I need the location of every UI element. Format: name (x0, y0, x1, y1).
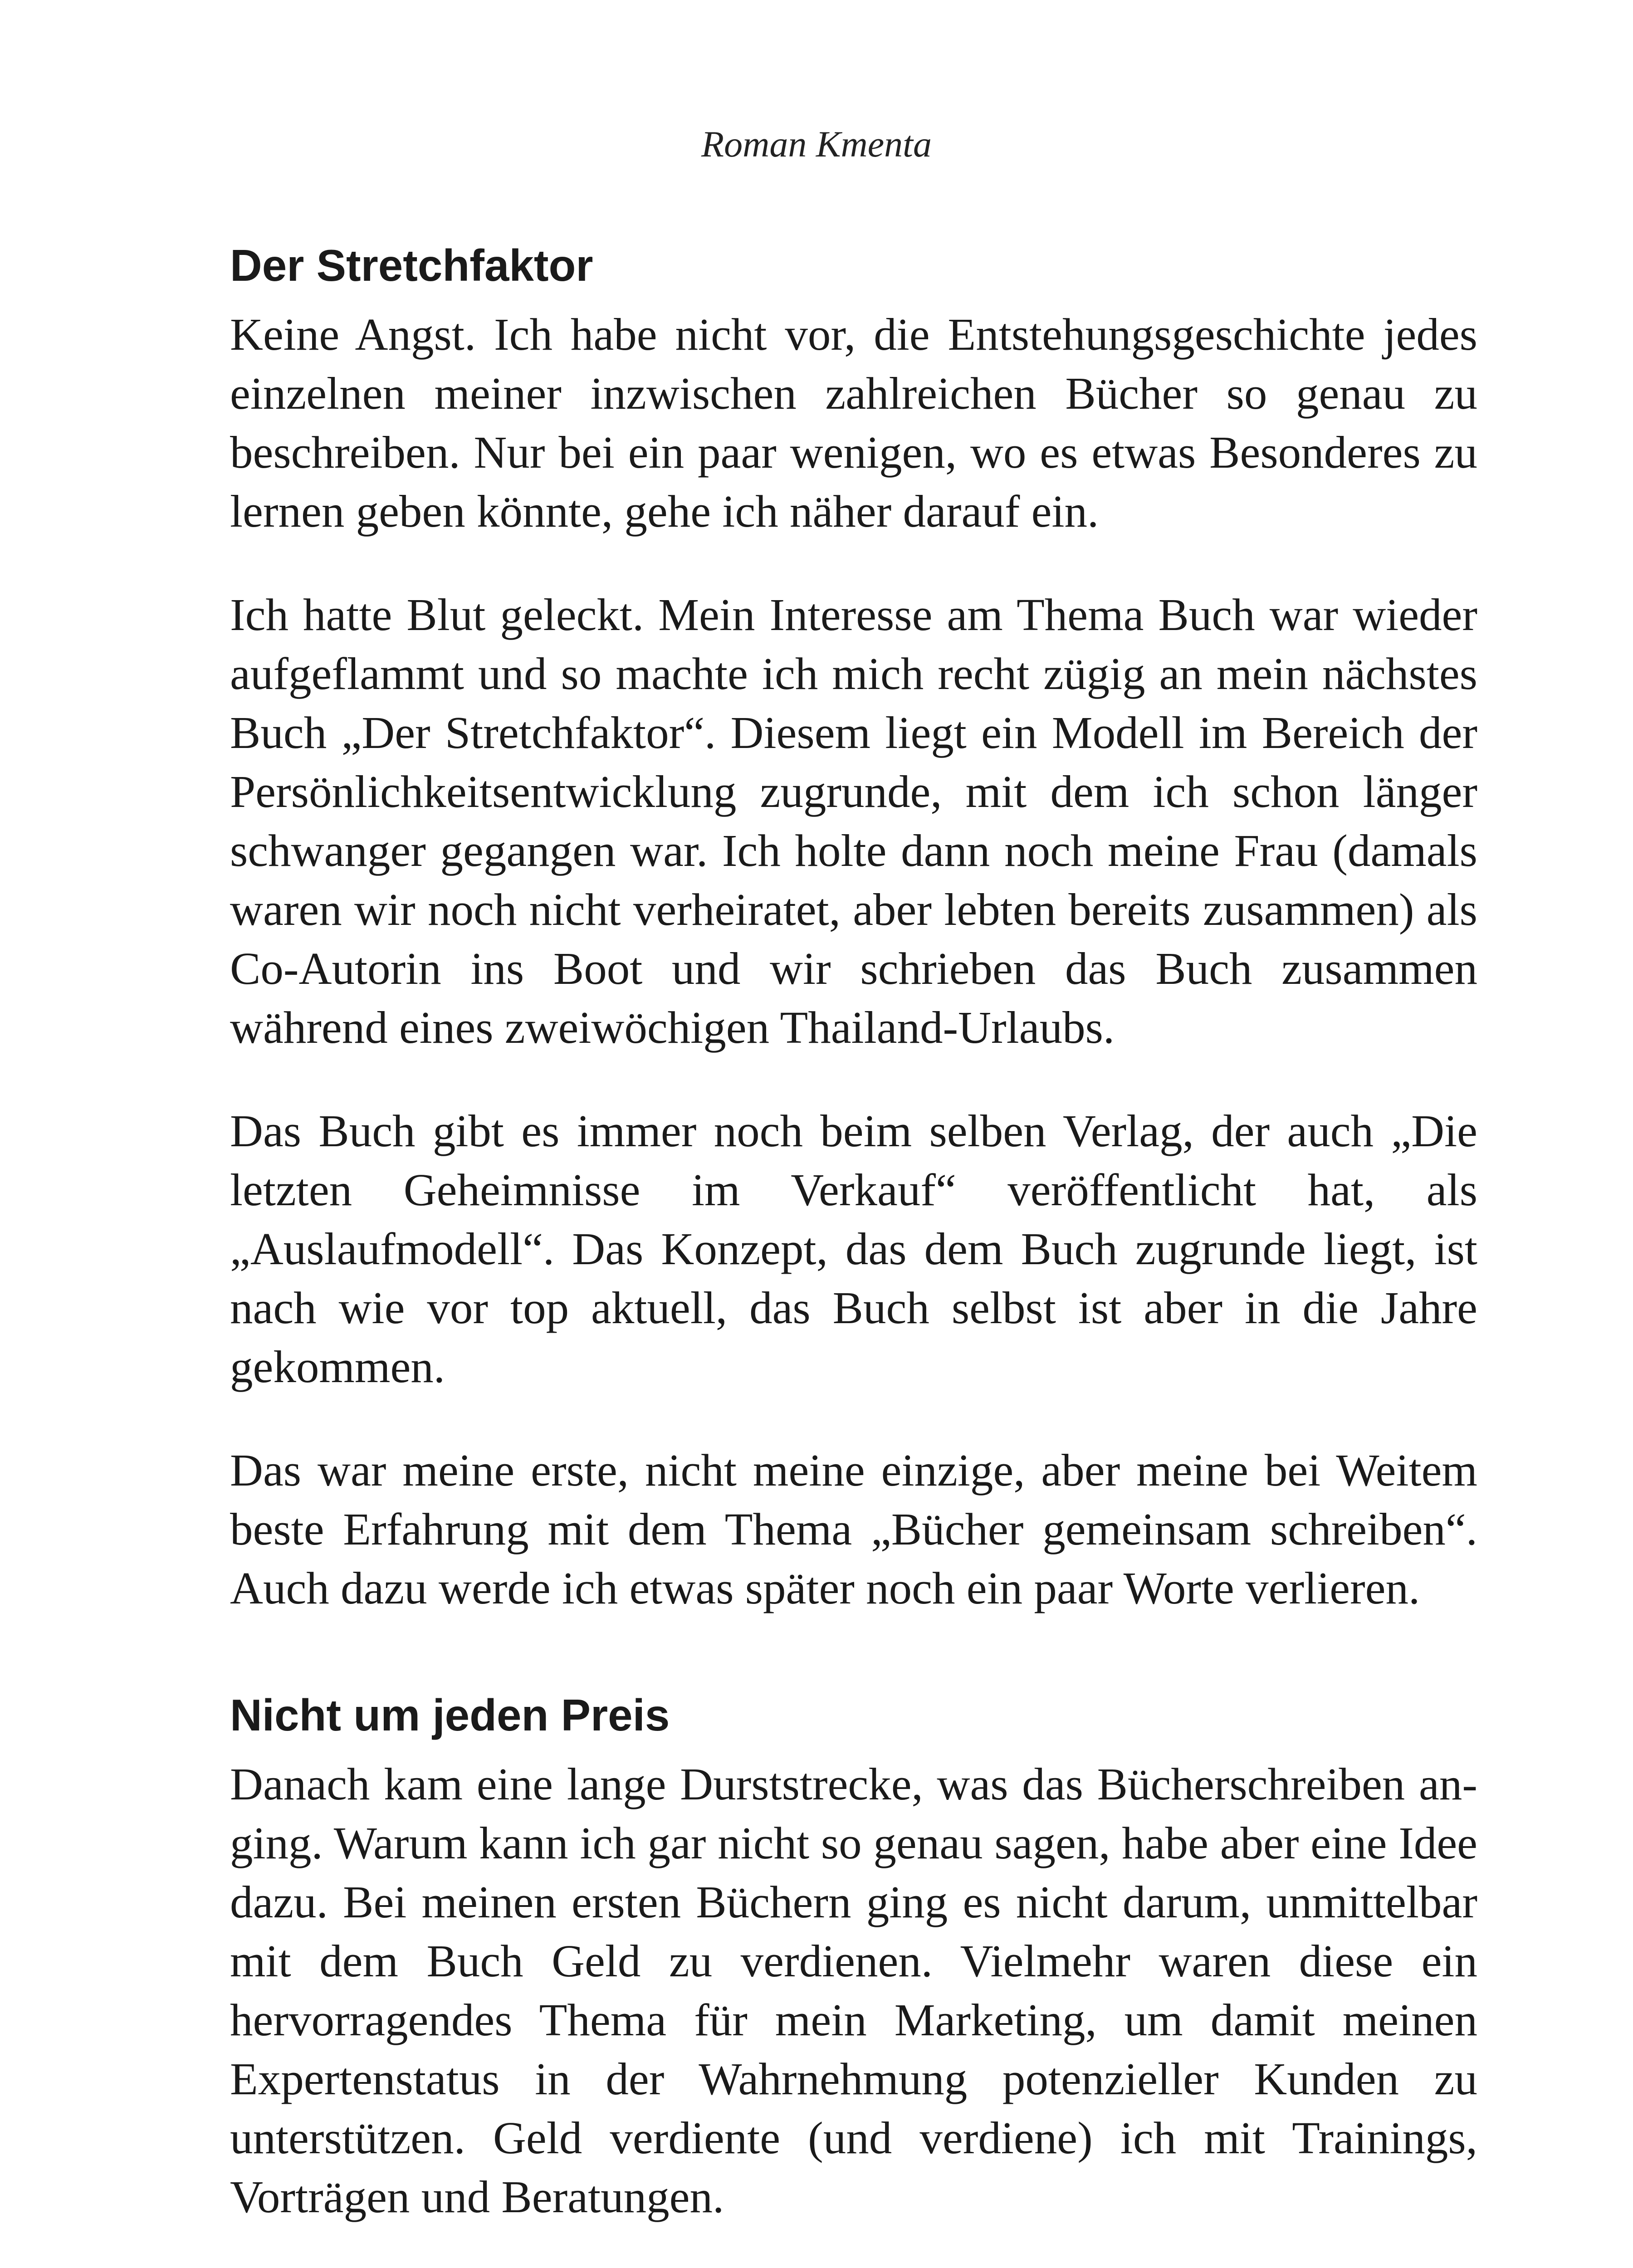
paragraph: Das Buch gibt es immer noch beim selben Verlag, der auch „Die letzten Geheimnisse im Verkauf“ veröffentlicht hat, als „Auslaufmodell“. Das Konzept, das dem Buch zugrunde liegt, ist nach wie vor top aktuell, das Buch selbst ist aber in die Jahre gekommen. (230, 1105, 1477, 1392)
section-heading-stretchfaktor: Der Stretchfaktor (230, 240, 593, 290)
paragraph: Keine Angst. Ich habe nicht vor, die Entstehungsgeschichte jedes einzelnen meiner inzwischen zahlreichen Bücher so genau zu beschreiben. Nur bei ein paar wenigen, wo es etwas Besonderes zu lernen geben könnte, gehe ich näher darauf ein. (230, 309, 1477, 537)
paragraph: Ich hatte Blut geleckt. Mein Interesse am Thema Buch war wieder aufgeflammt und so machte ich mich recht zügig an mein nächstes Buch „Der Stretchfaktor“. Diesem liegt ein Modell im Bereich der Persönlichkeitsentwicklung zugrunde, mit dem ich schon länger schwanger gegangen war. Ich holte dann noch meine Frau (damals waren wir noch nicht verheiratet, aber lebten bereits zusammen) als Co-Autorin ins Boot und wir schrieben das Buch zusammen während eines zweiwöchigen Thailand-Urlaubs. (230, 589, 1477, 1053)
paragraph: Das war meine erste, nicht meine einzige, aber meine bei Weitem beste Erfahrung mit dem Thema „Bücher gemeinsam schreiben“. Auch dazu werde ich etwas später noch ein paar Worte verlieren. (230, 1445, 1477, 1613)
page-body (230, 236, 1477, 2226)
paragraph: Danach kam eine lange Durststrecke, was das Bücherschreiben anging. Warum kann ich gar nicht so genau sagen, habe aber eine Idee dazu. Bei meinen ersten Büchern ging es nicht darum, unmittelbar mit dem Buch Geld zu verdienen. Vielmehr waren diese ein hervorragendes Thema für mein Marketing, um damit meinen Expertenstatus in der Wahrnehmung potenzieller Kunden zu unterstützen. Geld verdiente (und verdiene) ich mit Trainings, Vorträgen und Beratungen. (230, 1759, 1477, 2222)
section-heading-nicht-um-jeden-preis: Nicht um jeden Preis (230, 1690, 670, 1740)
running-header-author: Roman Kmenta (701, 123, 932, 165)
